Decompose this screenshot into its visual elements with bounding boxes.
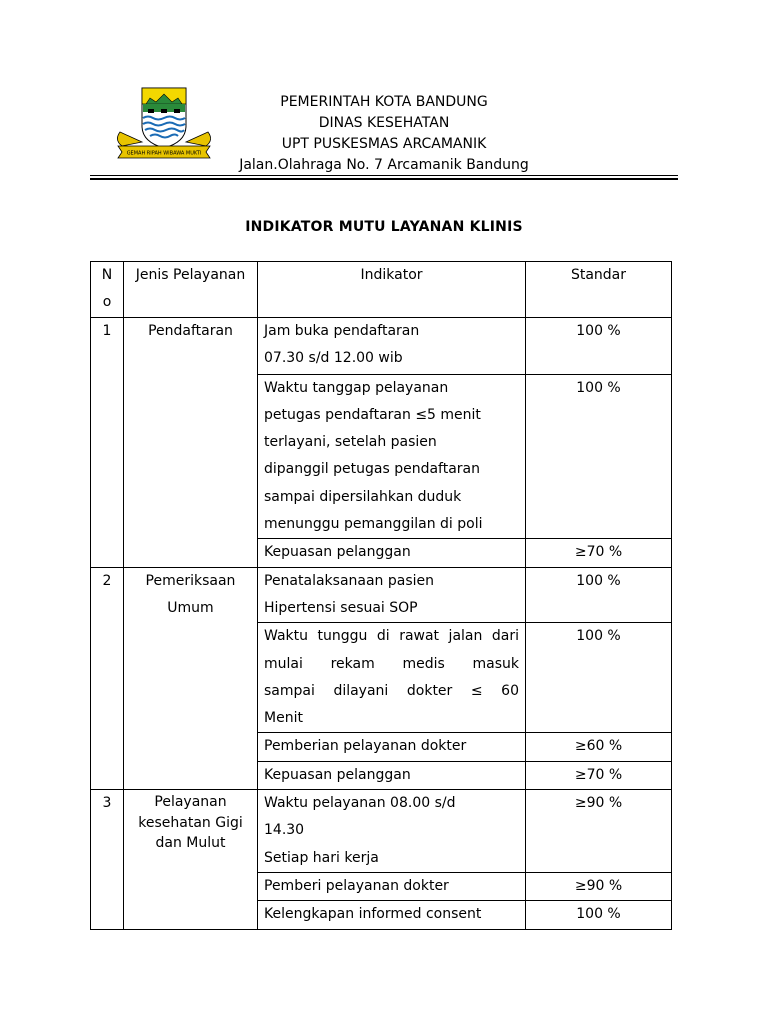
- table-row: [91, 790, 672, 873]
- letterhead-address: Jalan.Olahraga No. 7 Arcamanik Bandung: [239, 157, 529, 173]
- indicator-line: sampai dilayani dokter ≤ 60: [264, 682, 519, 699]
- indicator-cell: Pemberi pelayanan dokter: [258, 872, 526, 900]
- header-service: Jenis Pelayanan: [124, 262, 258, 318]
- header-indicator: Indikator: [258, 262, 526, 318]
- standard-cell: ≥90 %: [526, 872, 672, 900]
- indicator-cell: Kelengkapan informed consent: [258, 901, 526, 929]
- indicator-line: mulai rekam medis masuk: [264, 655, 519, 672]
- service-type: Pendaftaran: [124, 317, 258, 567]
- standard-cell: 100 %: [526, 901, 672, 929]
- letterhead-divider-thin: [90, 175, 678, 176]
- standard-cell: ≥70 %: [526, 539, 672, 567]
- document-title: INDIKATOR MUTU LAYANAN KLINIS: [245, 219, 523, 235]
- table-row: [91, 567, 672, 623]
- indicator-cell: Jam buka pendaftaran 07.30 s/d 12.00 wib: [258, 317, 526, 374]
- indicator-cell: Waktu pelayanan 08.00 s/d 14.30 Setiap hari kerja: [258, 790, 526, 873]
- row-number: 3: [91, 790, 124, 929]
- service-type: Pemeriksaan Umum: [124, 567, 258, 789]
- standard-cell: ≥60 %: [526, 733, 672, 761]
- indicator-line: Menit: [264, 710, 303, 727]
- letterhead-divider-thick: [90, 178, 678, 180]
- indicator-cell: Kepuasan pelanggan: [258, 539, 526, 567]
- standard-cell: 100 %: [526, 317, 672, 374]
- indicator-cell: Pemberian pelayanan dokter: [258, 733, 526, 761]
- indicator-table: [90, 261, 672, 930]
- bandung-coat-of-arms-logo: [112, 82, 216, 164]
- row-number: 1: [91, 317, 124, 567]
- indicator-cell: Penatalaksanaan pasien Hipertensi sesuai SOP: [258, 567, 526, 623]
- standard-cell: ≥70 %: [526, 761, 672, 789]
- logo-motto: GEMAH RIPAH WIBAWA MUKTI: [126, 150, 202, 157]
- table-row: [91, 317, 672, 374]
- indicator-cell: Kepuasan pelanggan: [258, 761, 526, 789]
- standard-cell: 100 %: [526, 374, 672, 539]
- standard-cell: ≥90 %: [526, 790, 672, 873]
- letterhead-department: DINAS KESEHATAN: [318, 115, 450, 131]
- indicator-cell: Waktu tanggap pelayanan petugas pendaftaran ≤5 menit terlayani, setelah pasien dipanggil petugas pendaftaran sampai dipersilahkan duduk menunggu pemanggilan di poli: [258, 374, 526, 539]
- row-number: 2: [91, 567, 124, 789]
- indicator-line: Waktu tunggu di rawat jalan dari: [264, 628, 519, 645]
- standard-cell: 100 %: [526, 567, 672, 623]
- header-standard: Standar: [526, 262, 672, 318]
- letterhead-puskesmas: UPT PUSKESMAS ARCAMANIK: [281, 136, 487, 152]
- service-type: Pelayanan kesehatan Gigi dan Mulut: [124, 790, 258, 929]
- indicator-cell: [258, 623, 526, 733]
- header-no: N o: [91, 262, 124, 318]
- letterhead-government: PEMERINTAH KOTA BANDUNG: [280, 94, 488, 110]
- standard-cell: 100 %: [526, 623, 672, 733]
- table-header-row: [91, 262, 672, 318]
- letterhead: [222, 92, 546, 176]
